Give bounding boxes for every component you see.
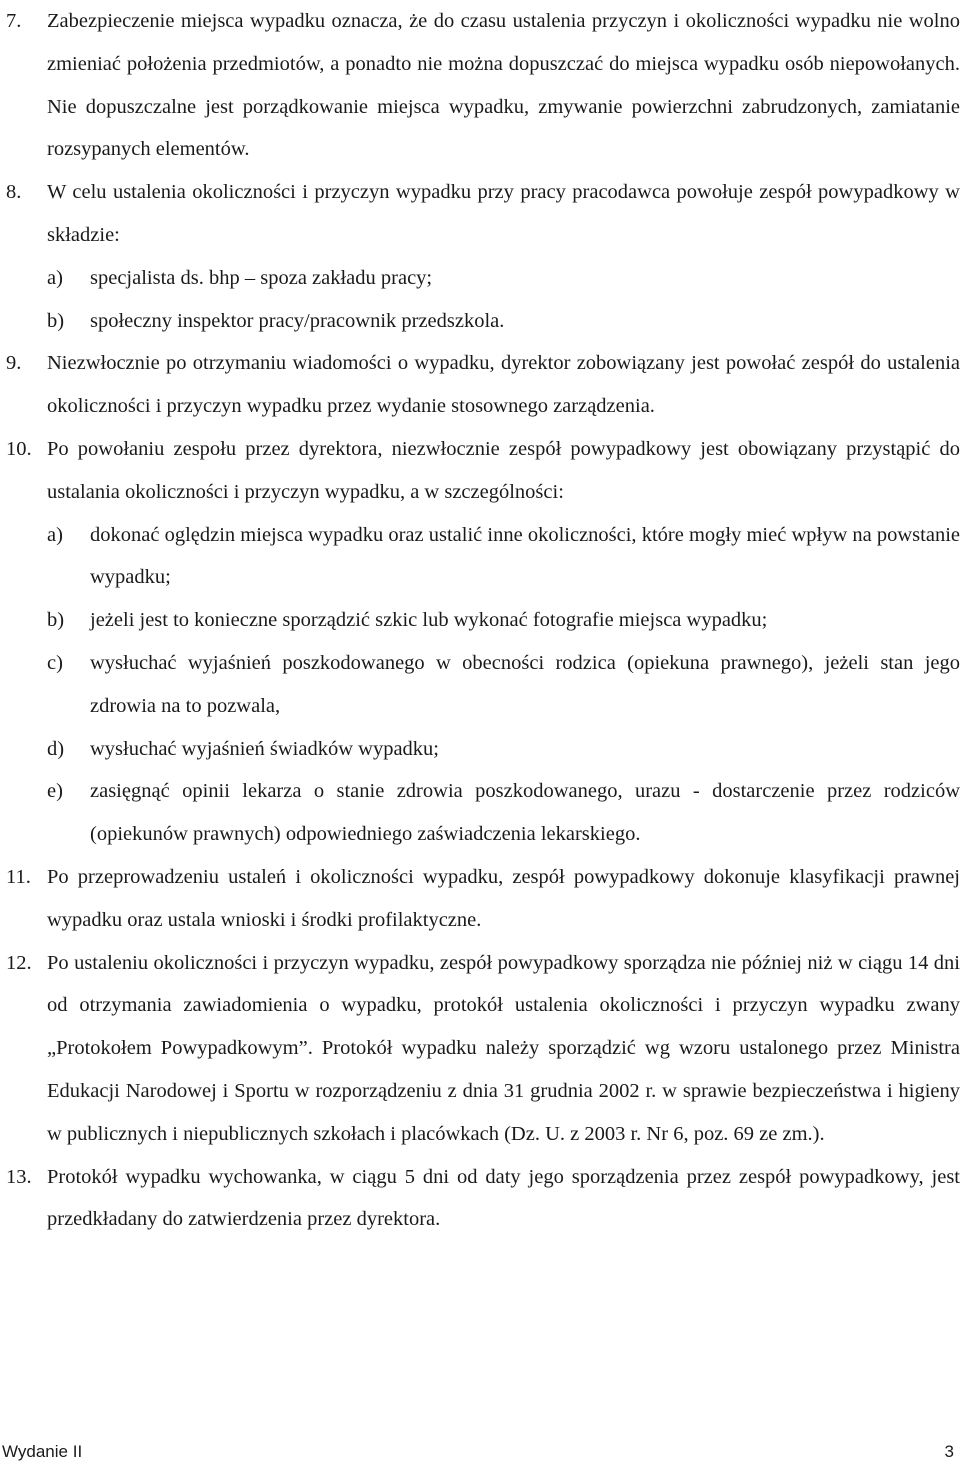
sub-item-letter: a)	[47, 266, 63, 289]
list-item	[0, 428, 960, 514]
list-item	[0, 342, 960, 428]
sub-item	[0, 514, 960, 600]
sub-item-letter: e)	[47, 780, 63, 803]
item-text: W celu ustalenia okoliczności i przyczyn wypadku przy pracy pracodawca powołuje zespół powypadkowy w składzie:	[47, 181, 960, 246]
sub-item	[0, 728, 960, 771]
sub-item	[0, 642, 960, 728]
item-number: 12.	[6, 951, 32, 974]
sub-item-letter: b)	[47, 609, 65, 632]
item-text: Po ustaleniu okoliczności i przyczyn wypadku, zespół powypadkowy sporządza nie później niż w ciągu 14 dni od otrzymania zawiadomienia o wypadku, protokół ustalenia okoliczności i przyczyn wypadku zwany „Protokołem Powypadkowym”. Protokół wypadku należy sporządzić wg wzoru ustalonego przez Ministra Edukacji Narodowej i Sportu w rozporządzeniu z dnia 31 grudnia 2002 r. w sprawie bezpieczeństwa i higieny w publicznych i niepublicznych szkołach i placówkach (Dz. U. z 2003 r. Nr 6, poz. 69 ze zm.).	[47, 951, 960, 1145]
page-number: 3	[944, 1442, 954, 1461]
sub-item	[0, 257, 960, 300]
sub-item	[0, 599, 960, 642]
item-number: 11.	[6, 865, 31, 888]
list-item	[0, 1156, 960, 1242]
item-text: Niezwłocznie po otrzymaniu wiadomości o wypadku, dyrektor zobowiązany jest powołać zespół do ustalenia okoliczności i przyczyn wypadku przez wydanie stosownego zarządzenia.	[47, 352, 960, 418]
sub-item-text: jeżeli jest to konieczne sporządzić szkic lub wykonać fotografie miejsca wypadku;	[90, 609, 768, 632]
sub-item-text: wysłuchać wyjaśnień poszkodowanego w obecności rodzica (opiekuna prawnego), jeżeli stan jego zdrowia na to pozwala,	[90, 651, 960, 717]
item-number: 7.	[6, 10, 22, 32]
sub-item-letter: b)	[47, 309, 65, 332]
sub-item-text: społeczny inspektor pracy/pracownik przedszkola.	[90, 309, 505, 332]
sub-item-text: wysłuchać wyjaśnień świadków wypadku;	[90, 737, 440, 760]
sub-item	[0, 300, 960, 343]
item-text: Po przeprowadzeniu ustaleń i okoliczności wypadku, zespół powypadkowy dokonuje klasyfikacji prawnej wypadku oraz ustala wnioski i środki profilaktyczne.	[47, 865, 960, 931]
item-number: 8.	[6, 181, 22, 204]
sub-item-text: zasięgnąć opinii lekarza o stanie zdrowia poszkodowanego, urazu - dostarczenie przez rodziców (opiekunów prawnych) odpowiedniego zaświadczenia lekarskiego.	[90, 780, 960, 846]
item-number: 10.	[6, 437, 32, 460]
item-text: Zabezpieczenie miejsca wypadku oznacza, że do czasu ustalenia przyczyn i okoliczności wypadku nie wolno zmieniać położenia przedmiotów, a ponadto nie można dopuszczać do miejsca wypadku osób niepowołanych. Nie dopuszczalne jest porządkowanie miejsca wypadku, zmywanie powierzchni zabrudzonych, zamiatanie rozsypanych elementów.	[47, 10, 960, 161]
edition-label: Wydanie II	[2, 1442, 83, 1461]
sub-item-letter: a)	[47, 523, 63, 546]
sub-item-text: dokonać oględzin miejsca wypadku oraz ustalić inne okoliczności, które mogły mieć wpływ na powstanie wypadku;	[90, 523, 960, 589]
item-number: 9.	[6, 352, 22, 375]
sub-item	[0, 770, 960, 856]
item-number: 13.	[6, 1165, 32, 1188]
list-item	[0, 942, 960, 1156]
item-text: Protokół wypadku wychowanka, w ciągu 5 dni od daty jego sporządzenia przez zespół powypadkowy, jest przedkładany do zatwierdzenia przez dyrektora.	[47, 1165, 960, 1231]
item-text: Po powołaniu zespołu przez dyrektora, niezwłocznie zespół powypadkowy jest obowiązany przystąpić do ustalania okoliczności i przyczyn wypadku, a w szczególności:	[47, 437, 960, 503]
sub-item-letter: d)	[47, 737, 65, 760]
sub-item-letter: c)	[47, 651, 63, 674]
list-item	[0, 0, 960, 171]
list-item	[0, 171, 960, 257]
list-item	[0, 856, 960, 942]
sub-item-text: specjalista ds. bhp – spoza zakładu pracy;	[90, 266, 433, 289]
